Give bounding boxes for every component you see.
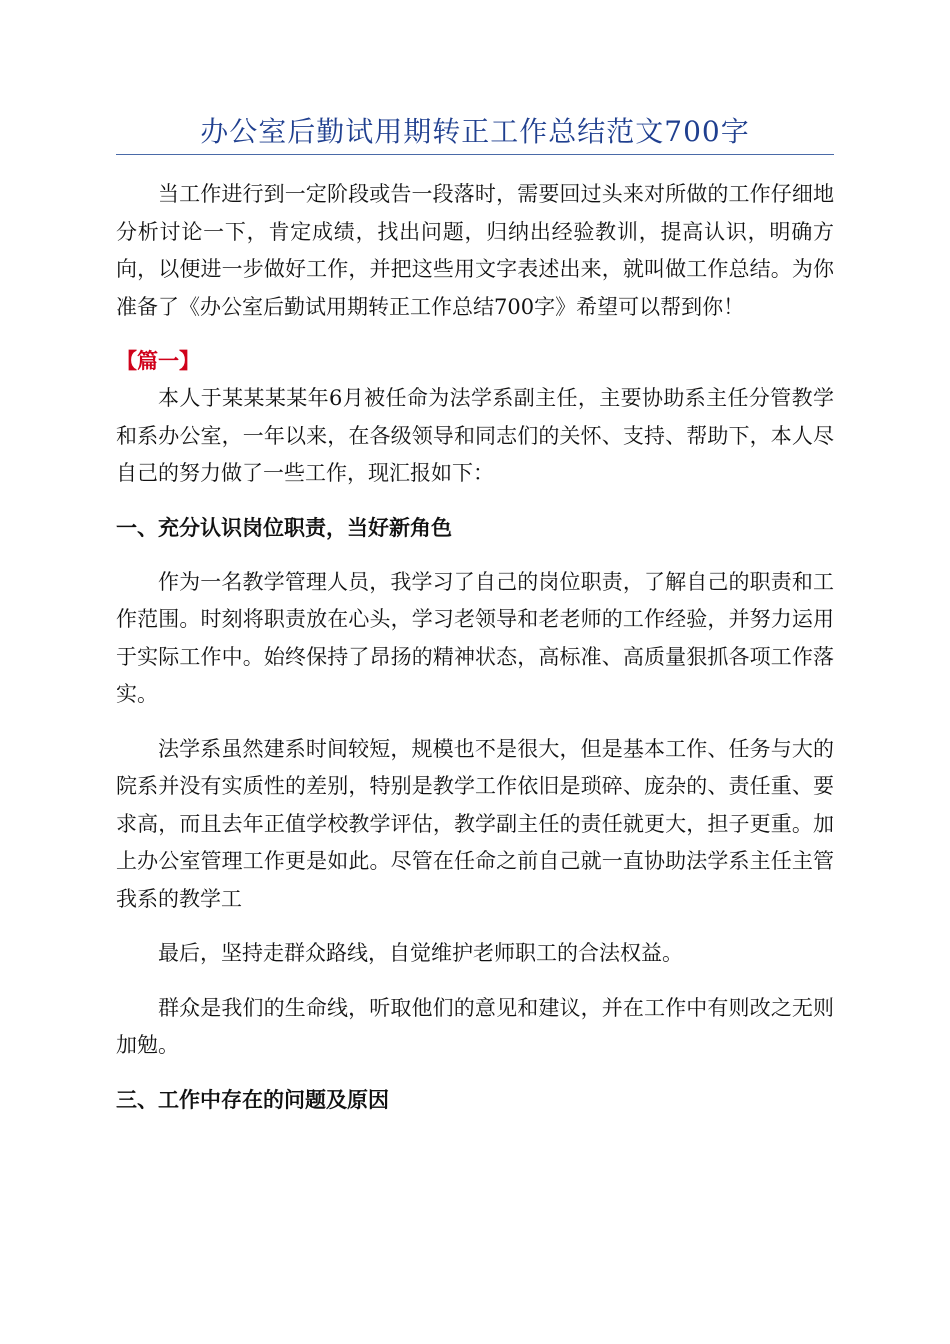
section-intro-paragraph: 本人于某某某某年6月被任命为法学系副主任，主要协助系主任分管教学和系办公室，一年以来，在各级领导和同志们的关怀、支持、帮助下，本人尽自己的努力做了一些工作，现汇报如下：	[116, 386, 834, 485]
body-paragraph: 作为一名教学管理人员，我学习了自己的岗位职责，了解自己的职责和工作范围。时刻将职责放在心头，学习老领导和老老师的工作经验，并努力运用于实际工作中。始终保持了昂扬的精神状态，高标准、高质量狠抓各项工作落实。	[116, 569, 834, 706]
body-paragraph: 法学系虽然建系时间较短，规模也不是很大，但是基本工作、任务与大的院系并没有实质性的差别，特别是教学工作依旧是琐碎、庞杂的、责任重、要求高，而且去年正值学校教学评估，教学副主任的责任就更大，担子更重。加上办公室管理工作更是如此。尽管在任命之前自己就一直协助法学系主任主管我系的教学工	[116, 736, 834, 911]
document-body	[116, 176, 834, 1119]
title-underline	[116, 154, 834, 155]
document-title: 办公室后勤试用期转正工作总结范文700字	[200, 115, 750, 148]
body-paragraph: 群众是我们的生命线，听取他们的意见和建议，并在工作中有则改之无则加勉。	[116, 995, 834, 1057]
section-label: 【篇一】	[116, 349, 200, 373]
heading-one: 一、充分认识岗位职责，当好新角色	[116, 515, 452, 540]
intro-paragraph: 当工作进行到一定阶段或告一段落时，需要回过头来对所做的工作仔细地分析讨论一下，肯定成绩，找出问题，归纳出经验教训，提高认识，明确方向，以便进一步做好工作，并把这些用文字表述出来，就叫做工作总结。为你准备了《办公室后勤试用期转正工作总结700字》希望可以帮到你！	[116, 182, 834, 319]
body-paragraph: 最后，坚持走群众路线，自觉维护老师职工的合法权益。	[158, 941, 683, 965]
heading-three: 三、工作中存在的问题及原因	[116, 1087, 389, 1112]
